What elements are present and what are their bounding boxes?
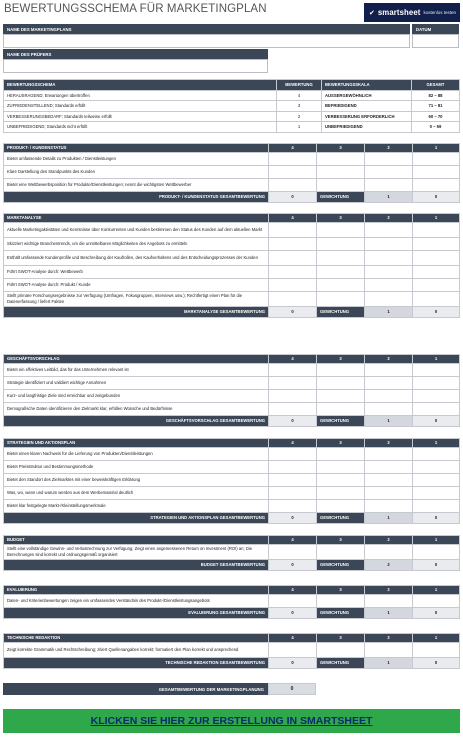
score-cell[interactable]: [317, 460, 365, 473]
criterion-text: Stellt eine vollständige Gewinn- und Verlustrechnung zur Verfügung; Zeigt einen angemessenen Return on Investment (ROI) an; Die Berechnungen sind korrekt und ordnungsgemäß organisiert: [4, 544, 269, 559]
score-cell[interactable]: [413, 447, 460, 460]
score-cell[interactable]: [317, 499, 365, 512]
section-result: 0: [413, 607, 460, 618]
score-cell[interactable]: [269, 473, 317, 486]
criterion-text: Bietet einen klaren Nachweis für die Lieferung von Produkten/Dienstleistungen: [4, 447, 269, 460]
score-cell[interactable]: [317, 363, 365, 376]
score-cell[interactable]: [269, 152, 317, 165]
criterion-text: Bietet ein effektives Leitbild, das für das Unternehmen relevant ist: [4, 363, 269, 376]
score-column-header: 3: [317, 586, 365, 595]
criterion-row: [4, 152, 460, 165]
score-cell[interactable]: [365, 544, 413, 559]
scale-desc: VERBESSERUNGSBEDARF; Standards teilweise erfüllt: [4, 111, 277, 122]
score-cell[interactable]: [413, 237, 460, 250]
score-cell[interactable]: [413, 165, 460, 178]
criterion-text: Bietet umfassende Details zu Produkten / Dienstleistungen: [4, 152, 269, 165]
score-cell[interactable]: [365, 291, 413, 306]
score-cell[interactable]: [365, 499, 413, 512]
score-cell[interactable]: [269, 237, 317, 250]
weight-value[interactable]: 2: [365, 559, 413, 570]
score-column-header: 1: [413, 144, 460, 153]
score-column-header: 2: [365, 586, 413, 595]
scale-row: [4, 111, 460, 122]
criterion-row: [4, 250, 460, 265]
score-cell[interactable]: [365, 178, 413, 191]
score-cell[interactable]: [365, 486, 413, 499]
score-cell[interactable]: [365, 376, 413, 389]
criterion-row: [4, 473, 460, 486]
score-cell[interactable]: [413, 178, 460, 191]
criterion-text: Daten- und Kriterienbewertungen zeigen ein umfassendes Verständnis des Produkt-/Dienstleistungsangebots: [4, 594, 269, 607]
score-cell[interactable]: [269, 376, 317, 389]
reviewer-field[interactable]: [3, 59, 268, 73]
section-table: [3, 585, 460, 619]
section-total-label: STRATEGIEN UND AKTIONSPLAN GESAMTBEWERTUNG: [4, 512, 269, 523]
rating-scale-table: [3, 79, 460, 133]
criterion-text: Enthält umfassende Kundenprofile und Beschreibung der Kaufrollen, des Kaufverhaltens und des Entscheidungsprozesses der Kunden: [4, 250, 269, 265]
scale-header: BEWERTUNGSSCHEMA: [4, 80, 277, 91]
score-cell[interactable]: [413, 460, 460, 473]
score-cell[interactable]: [269, 291, 317, 306]
section-total-label: MARKTANALYSE GESAMTBEWERTUNG: [4, 306, 269, 317]
score-column-header: 3: [317, 536, 365, 545]
score-column-header: 1: [413, 536, 460, 545]
logo-brand: smartsheet: [377, 8, 421, 17]
section-title: MARKTANALYSE: [4, 214, 269, 223]
score-cell[interactable]: [269, 389, 317, 402]
weight-value[interactable]: 1: [365, 512, 413, 523]
section-table: [3, 633, 460, 669]
section-result: 0: [413, 191, 460, 202]
score-cell[interactable]: [365, 447, 413, 460]
score-column-header: 2: [365, 144, 413, 153]
score-column-header: 1: [413, 214, 460, 223]
section-title: EVALUIERUNG: [4, 586, 269, 595]
criterion-row: [4, 447, 460, 460]
scale-range: 0 – 59: [412, 122, 460, 133]
section-result: 0: [413, 559, 460, 570]
score-column-header: 4: [269, 634, 317, 643]
score-cell[interactable]: [413, 499, 460, 512]
criterion-text: Führt SWOT-Analyse durch: Wettbewerb: [4, 265, 269, 278]
score-cell[interactable]: [413, 486, 460, 499]
weight-value[interactable]: 1: [365, 607, 413, 618]
score-cell[interactable]: [317, 594, 365, 607]
criterion-text: Bietet klar festgelegte Markt-/Kleinstellungsmerkmale: [4, 499, 269, 512]
score-cell[interactable]: [413, 265, 460, 278]
section-title: STRATEGIEN UND AKTIONSPLAN: [4, 439, 269, 448]
score-cell[interactable]: [269, 594, 317, 607]
criterion-text: Klare Darstellung des Standpunkts des Kunden: [4, 165, 269, 178]
score-cell[interactable]: [413, 402, 460, 415]
grand-total-label: GESAMTBEWERTUNG DER MARKETINGPLANUNG: [3, 683, 268, 695]
score-cell[interactable]: [317, 250, 365, 265]
criterion-row: [4, 165, 460, 178]
score-cell[interactable]: [317, 447, 365, 460]
criterion-row: [4, 389, 460, 402]
scale-label: UNBEFRIEDIGEND: [322, 122, 412, 133]
score-column-header: 3: [317, 214, 365, 223]
score-cell[interactable]: [317, 376, 365, 389]
scale-range: 71 – 81: [412, 101, 460, 112]
section-table: [3, 535, 460, 571]
criterion-text: Strategie identifiziert und validiert wichtige Annahmen: [4, 376, 269, 389]
criterion-row: [4, 376, 460, 389]
criterion-row: [4, 363, 460, 376]
weight-value[interactable]: 1: [365, 415, 413, 426]
score-cell[interactable]: [413, 291, 460, 306]
score-column-header: 4: [269, 355, 317, 364]
section-total-label: BUDGET GESAMTBEWERTUNG: [4, 559, 269, 570]
criterion-row: [4, 222, 460, 237]
score-cell[interactable]: [365, 152, 413, 165]
score-column-header: 3: [317, 144, 365, 153]
score-cell[interactable]: [317, 642, 365, 657]
score-cell[interactable]: [413, 544, 460, 559]
scale-header: BEWERTUNG: [277, 80, 322, 91]
section-result: 0: [413, 306, 460, 317]
scale-label: AUSSERGEWÖHNLICH: [322, 90, 412, 101]
scale-score: 2: [277, 111, 322, 122]
score-cell[interactable]: [269, 165, 317, 178]
weight-value[interactable]: 1: [365, 657, 413, 668]
weight-label: GEWICHTUNG: [317, 306, 365, 317]
score-column-header: 2: [365, 439, 413, 448]
score-cell[interactable]: [413, 250, 460, 265]
criterion-row: [4, 265, 460, 278]
score-column-header: 2: [365, 634, 413, 643]
section-total-label: EVALUIERUNG GESAMTBEWERTUNG: [4, 607, 269, 618]
score-cell[interactable]: [413, 642, 460, 657]
section-total-value: 0: [269, 415, 317, 426]
score-cell[interactable]: [317, 278, 365, 291]
section-title: BUDGET: [4, 536, 269, 545]
score-cell[interactable]: [365, 250, 413, 265]
score-cell[interactable]: [413, 363, 460, 376]
section-total-value: 0: [269, 306, 317, 317]
weight-label: GEWICHTUNG: [317, 559, 365, 570]
scale-desc: UNBEFRIEDIGEND; Standards nicht erfüllt: [4, 122, 277, 133]
score-cell[interactable]: [317, 152, 365, 165]
score-cell[interactable]: [413, 222, 460, 237]
score-cell[interactable]: [317, 544, 365, 559]
section-title: PRODUKT- / KUNDENSTATUS: [4, 144, 269, 153]
score-column-header: 1: [413, 634, 460, 643]
score-cell[interactable]: [317, 222, 365, 237]
section-total-value: 0: [269, 559, 317, 570]
scale-header: GESAMT: [412, 80, 460, 91]
grand-total-value: 0: [268, 683, 316, 695]
score-cell[interactable]: [269, 460, 317, 473]
score-cell[interactable]: [365, 237, 413, 250]
weight-label: GEWICHTUNG: [317, 657, 365, 668]
create-in-smartsheet-button[interactable]: [3, 709, 460, 733]
score-column-header: 4: [269, 536, 317, 545]
weight-label: GEWICHTUNG: [317, 415, 365, 426]
score-cell[interactable]: [365, 642, 413, 657]
score-cell[interactable]: [365, 363, 413, 376]
section-result: 0: [413, 415, 460, 426]
score-cell[interactable]: [365, 222, 413, 237]
criterion-row: [4, 594, 460, 607]
weight-label: GEWICHTUNG: [317, 512, 365, 523]
date-label: DATUM: [412, 24, 459, 34]
score-column-header: 4: [269, 214, 317, 223]
section-table: [3, 354, 460, 427]
criterion-text: Bietet Preisstruktur und Bestimmungsmethode: [4, 460, 269, 473]
score-cell[interactable]: [365, 278, 413, 291]
section-table: [3, 213, 460, 318]
score-cell[interactable]: [413, 278, 460, 291]
section-title: TECHNISCHE REDAKTION: [4, 634, 269, 643]
score-column-header: 2: [365, 214, 413, 223]
score-column-header: 3: [317, 439, 365, 448]
plan-name-label: NAME DES MARKETINGPLANS: [3, 24, 410, 34]
section-result: 0: [413, 657, 460, 668]
section-total-value: 0: [269, 607, 317, 618]
score-cell[interactable]: [413, 473, 460, 486]
scale-label: BEFRIEDIGEND: [322, 101, 412, 112]
criterion-text: Kurz- und langfristige Ziele sind erreichbar und zeitgebunden: [4, 389, 269, 402]
score-cell[interactable]: [365, 402, 413, 415]
score-cell[interactable]: [269, 499, 317, 512]
score-cell[interactable]: [413, 389, 460, 402]
section-table: [3, 438, 460, 524]
criterion-row: [4, 402, 460, 415]
criterion-text: Zeigt korrekte Grammatik und Rechtschreibung; zitiert Quellenangaben korrekt; formatiert den Plan korrekt und ansprechend: [4, 642, 269, 657]
scale-label: VERBESSERUNG ERFORDERLICH: [322, 111, 412, 122]
criterion-row: [4, 642, 460, 657]
score-cell[interactable]: [317, 473, 365, 486]
score-cell[interactable]: [269, 265, 317, 278]
section-total-label: TECHNISCHE REDAKTION GESAMTBEWERTUNG: [4, 657, 269, 668]
weight-value[interactable]: 1: [365, 191, 413, 202]
criterion-text: Stellt primäre Forschungsergebnisse zur Verfügung (Umfragen, Fokusgruppen, Interviews usw.); Rechtfertigt einen Plan für die Datenerfassung / liefert Fakten: [4, 291, 269, 306]
criterion-row: [4, 291, 460, 306]
score-cell[interactable]: [269, 486, 317, 499]
criterion-text: Führt SWOT-Analyse durch: Produkt / Kunde: [4, 278, 269, 291]
score-cell[interactable]: [365, 473, 413, 486]
criterion-text: Aktuelle Marketingaktivitäten und Kenntnisse über Konkurrenten und Kunden bestimmen den Status des Kunden auf dem aktuellen Markt: [4, 222, 269, 237]
score-cell[interactable]: [269, 178, 317, 191]
criterion-text: Bietet eine Wettbewerbsposition für Produkte/Dienstleistungen; nennt die wichtigsten Wettbewerber: [4, 178, 269, 191]
criterion-text: Was, wo, wann und warum werden aus dem Werbematerial deutlich: [4, 486, 269, 499]
score-column-header: 2: [365, 536, 413, 545]
score-column-header: 1: [413, 439, 460, 448]
date-field[interactable]: [412, 34, 459, 48]
score-column-header: 3: [317, 355, 365, 364]
score-cell[interactable]: [317, 165, 365, 178]
criterion-row: [4, 486, 460, 499]
scale-score: 1: [277, 122, 322, 133]
score-cell[interactable]: [269, 544, 317, 559]
score-cell[interactable]: [413, 594, 460, 607]
score-cell[interactable]: [413, 152, 460, 165]
score-cell[interactable]: [317, 291, 365, 306]
scale-header: BEWERTUNGSSKALA: [322, 80, 412, 91]
score-cell[interactable]: [269, 278, 317, 291]
criterion-text: Skizziert wichtige Branchentrends, um die unmittelbaren Möglichkeiten des Angebots zu ermitteln: [4, 237, 269, 250]
score-cell[interactable]: [317, 486, 365, 499]
scale-score: 3: [277, 101, 322, 112]
score-cell[interactable]: [269, 402, 317, 415]
score-column-header: 1: [413, 586, 460, 595]
scale-row: [4, 122, 460, 133]
section-total-label: PRODUKT- / KUNDENSTATUS GESAMTBEWERTUNG: [4, 191, 269, 202]
criterion-row: [4, 544, 460, 559]
criterion-text: Bietet den Standort des Zielmarktes mit einer beweiskräftigen Erklärung: [4, 473, 269, 486]
score-column-header: 2: [365, 355, 413, 364]
score-cell[interactable]: [317, 265, 365, 278]
criterion-row: [4, 178, 460, 191]
score-cell[interactable]: [365, 594, 413, 607]
cta-label: KLICKEN SIE HIER ZUR ERSTELLUNG IN SMARTSHEET: [90, 715, 373, 727]
score-cell[interactable]: [365, 265, 413, 278]
score-column-header: 4: [269, 586, 317, 595]
score-cell[interactable]: [413, 376, 460, 389]
reviewer-label: NAME DES PRÜFERS: [3, 49, 268, 59]
criterion-text: Demografische Daten identifizieren den Zielmarkt klar, erfüllen Wünsche und Bedürfnisse: [4, 402, 269, 415]
weight-label: GEWICHTUNG: [317, 191, 365, 202]
logo-subtext: kostenlos testen: [423, 10, 457, 15]
score-cell[interactable]: [269, 363, 317, 376]
score-column-header: 1: [413, 355, 460, 364]
criterion-row: [4, 499, 460, 512]
page-title: BEWERTUNGSSCHEMA FÜR MARKETINGPLAN: [4, 3, 267, 15]
score-cell[interactable]: [269, 447, 317, 460]
scale-score: 4: [277, 90, 322, 101]
score-cell[interactable]: [365, 165, 413, 178]
scale-row: [4, 101, 460, 112]
section-result: 0: [413, 512, 460, 523]
score-cell[interactable]: [269, 222, 317, 237]
score-cell[interactable]: [317, 237, 365, 250]
smartsheet-logo[interactable]: [364, 3, 460, 22]
scale-range: 60 – 70: [412, 111, 460, 122]
score-column-header: 4: [269, 439, 317, 448]
score-column-header: 3: [317, 634, 365, 643]
section-total-value: 0: [269, 657, 317, 668]
weight-value[interactable]: 1: [365, 306, 413, 317]
criterion-row: [4, 460, 460, 473]
score-cell[interactable]: [365, 389, 413, 402]
scale-row: [4, 90, 460, 101]
scale-desc: HERAUSRAGEND; Erwartungen übertroffen: [4, 90, 277, 101]
section-total-value: 0: [269, 191, 317, 202]
score-cell[interactable]: [269, 250, 317, 265]
section-total-value: 0: [269, 512, 317, 523]
criterion-row: [4, 237, 460, 250]
score-cell[interactable]: [317, 178, 365, 191]
section-total-label: GESCHÄFTSVORSCHLAG GESAMTBEWERTUNG: [4, 415, 269, 426]
score-cell[interactable]: [269, 642, 317, 657]
score-cell[interactable]: [317, 402, 365, 415]
scale-desc: ZUFRIEDENSTELLEND; Standards erfüllt: [4, 101, 277, 112]
section-title: GESCHÄFTSVORSCHLAG: [4, 355, 269, 364]
score-cell[interactable]: [365, 460, 413, 473]
score-cell[interactable]: [317, 389, 365, 402]
plan-name-field[interactable]: [3, 34, 410, 48]
checkmark-icon: ✔: [369, 9, 375, 17]
criterion-row: [4, 278, 460, 291]
section-table: [3, 143, 460, 203]
scale-range: 82 – 88: [412, 90, 460, 101]
weight-label: GEWICHTUNG: [317, 607, 365, 618]
score-column-header: 4: [269, 144, 317, 153]
